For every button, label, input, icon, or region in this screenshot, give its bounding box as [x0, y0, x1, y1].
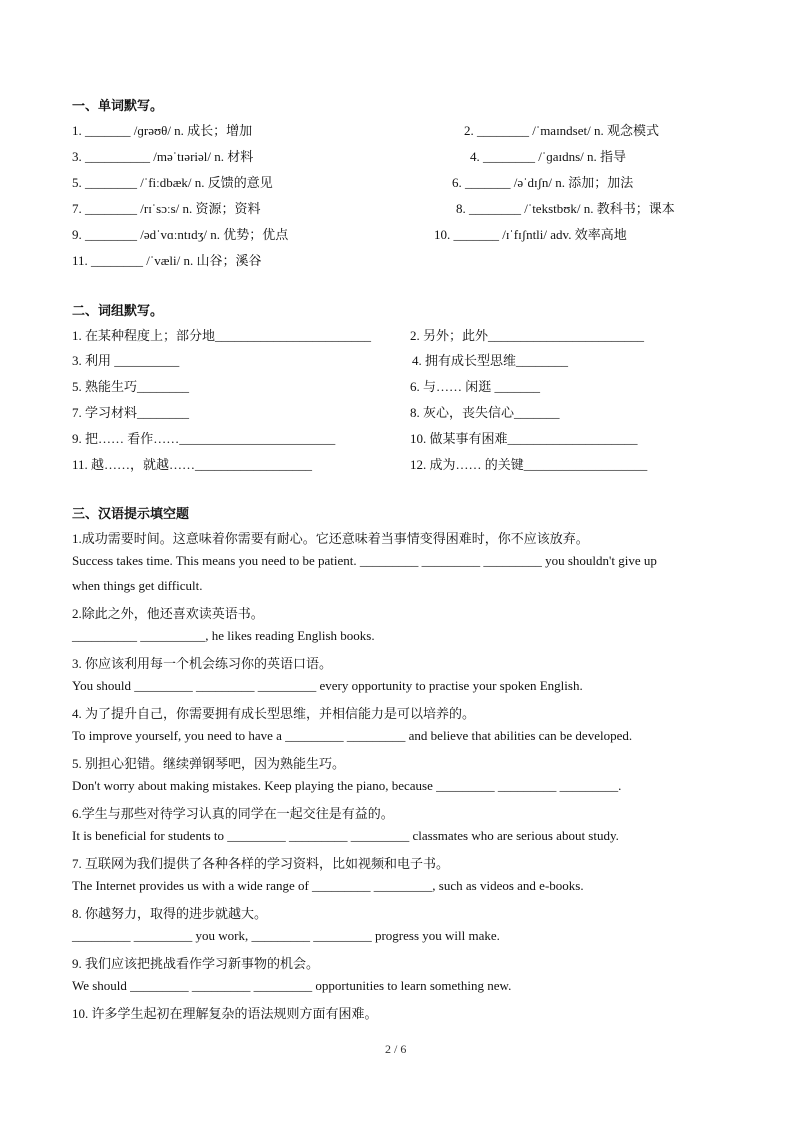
phrase-item-3: 3. 利用 __________ — [72, 353, 180, 368]
vocab-item-4: 4. ________ /ˈɡaɪdns/ n. 指导 — [470, 149, 626, 164]
page-number: 2 / 6 — [385, 1042, 407, 1056]
q9-english: We should _________ _________ _________ opportunities to learn something new. — [72, 978, 512, 993]
vocab-item-7: 7. ________ /rɪˈsɔːs/ n. 资源；资料 — [72, 201, 261, 216]
q4-chinese: 4. 为了提升自己，你需要拥有成长型思维，并相信能力是可以培养的。 — [72, 706, 476, 721]
q2-chinese: 2.除此之外，他还喜欢读英语书。 — [72, 606, 264, 621]
vocab-item-5: 5. ________ /ˈfiːdbæk/ n. 反馈的意见 — [72, 175, 273, 190]
section1-title: 一、单词默写。 — [72, 98, 164, 113]
q5-chinese: 5. 别担心犯错。继续弹钢琴吧，因为熟能生巧。 — [72, 756, 346, 771]
vocab-item-2: 2. ________ /ˈmaɪndset/ n. 观念模式 — [464, 123, 659, 138]
q6-chinese: 6.学生与那些对待学习认真的同学在一起交往是有益的。 — [72, 806, 394, 821]
vocab-item-1: 1. _______ /ɡrəʊθ/ n. 成长；增加 — [72, 123, 253, 138]
q1-chinese: 1.成功需要时间。这意味着你需要有耐心。它还意味着当事情变得困难时，你不应该放弃。 — [72, 531, 589, 546]
phrase-item-4: 4. 拥有成长型思维________ — [412, 353, 569, 368]
phrase-item-6: 6. 与…… 闲逛 _______ — [410, 379, 541, 394]
q10-chinese: 10. 许多学生起初在理解复杂的语法规则方面有困难。 — [72, 1006, 378, 1021]
q5-english: Don't worry about making mistakes. Keep playing the piano, because _________ _________ _________. — [72, 778, 622, 793]
phrase-item-7: 7. 学习材料________ — [72, 405, 190, 420]
phrase-item-9: 9. 把…… 看作……________________________ — [72, 431, 336, 446]
phrase-item-1: 1. 在某种程度上；部分地________________________ — [72, 328, 372, 343]
q8-chinese: 8. 你越努力，取得的进步就越大。 — [72, 906, 268, 921]
phrase-item-12: 12. 成为…… 的关键___________________ — [410, 457, 648, 472]
q4-english: To improve yourself, you need to have a _________ _________ and believe that abilities can be developed. — [72, 728, 633, 743]
phrase-item-10: 10. 做某事有困难____________________ — [410, 431, 638, 446]
q8-english: _________ _________ you work, _________ _________ progress you will make. — [72, 928, 500, 943]
q9-chinese: 9. 我们应该把挑战看作学习新事物的机会。 — [72, 956, 320, 971]
vocab-item-9: 9. ________ /ədˈvɑːntɪdʒ/ n. 优势；优点 — [72, 227, 289, 242]
vocab-item-3: 3. __________ /məˈtɪəriəl/ n. 材料 — [72, 149, 254, 164]
q7-chinese: 7. 互联网为我们提供了各种各样的学习资料，比如视频和电子书。 — [72, 856, 450, 871]
q6-english: It is beneficial for students to _________ _________ _________ classmates who are serious about study. — [72, 828, 619, 843]
vocab-item-10: 10. _______ /ɪˈfɪʃntli/ adv. 效率高地 — [434, 227, 627, 242]
q3-english: You should _________ _________ _________ every opportunity to practise your spoken English. — [72, 678, 583, 693]
phrase-item-5: 5. 熟能生巧________ — [72, 379, 190, 394]
vocab-item-6: 6. _______ /əˈdɪʃn/ n. 添加；加法 — [452, 175, 634, 190]
section3-title: 三、汉语提示填空题 — [72, 506, 190, 521]
q1-english: Success takes time. This means you need to be patient. _________ _________ _________ you shouldn't give up — [72, 553, 657, 568]
vocab-item-11: 11. ________ /ˈvæli/ n. 山谷；溪谷 — [72, 253, 262, 268]
q7-english: The Internet provides us with a wide range of _________ _________, such as videos and e-books. — [72, 878, 584, 893]
vocab-item-8: 8. ________ /ˈtekstbʊk/ n. 教科书；课本 — [456, 201, 675, 216]
q1-english-cont: when things get difficult. — [72, 578, 203, 593]
phrase-item-11: 11. 越……，就越……__________________ — [72, 457, 313, 472]
phrase-item-8: 8. 灰心，丧失信心_______ — [410, 405, 560, 420]
section2-title: 二、词组默写。 — [72, 303, 164, 318]
q2-english: __________ __________, he likes reading English books. — [72, 628, 375, 643]
phrase-item-2: 2. 另外；此外________________________ — [410, 328, 645, 343]
q3-chinese: 3. 你应该利用每一个机会练习你的英语口语。 — [72, 656, 333, 671]
